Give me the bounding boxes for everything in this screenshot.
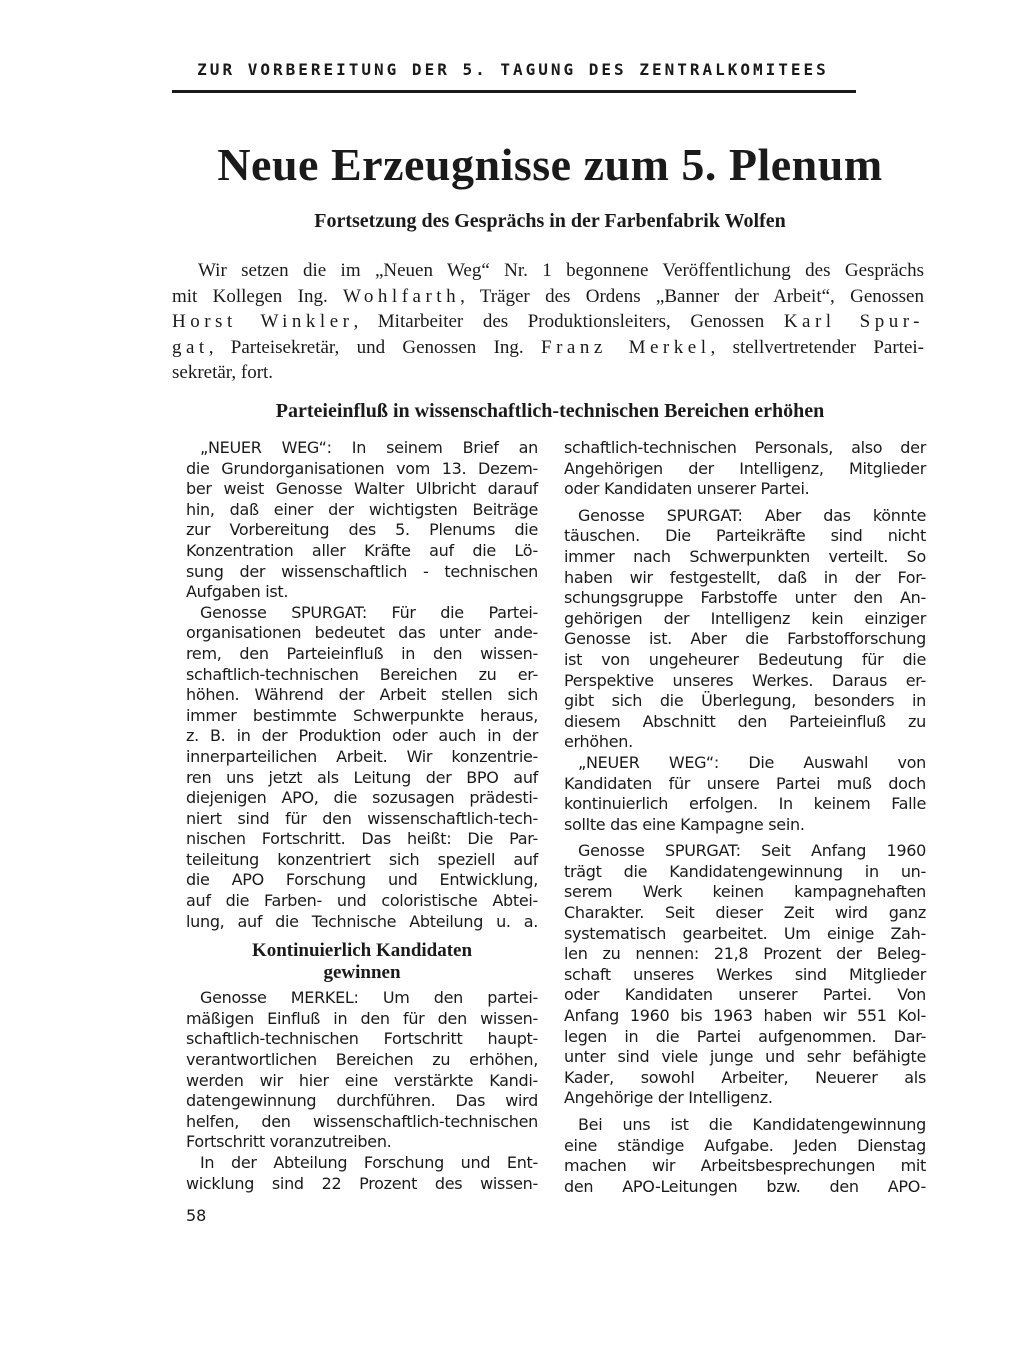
intro-text: , stellvertretender Partei- <box>710 336 924 358</box>
text-line: diejenigen APO, die sozusagen prädesti- <box>186 788 538 808</box>
text-line: unter sind viele junge und sehr befähigte <box>564 1047 926 1067</box>
text-line: oder Kandidaten unserer Partei. <box>564 479 810 499</box>
text-line: werden wir hier eine verstärkte Kandi- <box>186 1070 538 1090</box>
text-line: Konzentration aller Kräfte auf die Lö- <box>186 540 538 560</box>
text-line: höhen. Während der Arbeit stellen sich <box>186 685 538 705</box>
text-line: wicklung sind 22 Prozent des wissen- <box>186 1173 538 1193</box>
text-line: trägt die Kandidatengewinnung in un- <box>564 861 926 881</box>
text-line: oder Kandidaten unserer Partei. Von <box>564 985 926 1005</box>
article-subtitle: Fortsetzung des Gesprächs in der Farbenfabrik Wolfen <box>314 210 786 232</box>
text-line: immer bestimmte Schwerpunkte heraus, <box>186 705 538 725</box>
text-line: verantwortlichen Bereichen zu erhöhen, <box>186 1050 538 1070</box>
person-name: Karl Spur- <box>783 311 924 332</box>
person-name: Horst Winkler <box>172 311 354 332</box>
text-line: Kader, sowohl Arbeiter, Neuerer als <box>564 1067 926 1087</box>
intro-line <box>172 284 924 310</box>
text-line: zur Vorbereitung des 5. Plenums die <box>186 520 538 540</box>
text-line: Genosse ist. Aber die Farbstofforschung <box>564 629 926 649</box>
text-line: len zu nennen: 21,8 Prozent der Beleg- <box>564 944 926 964</box>
text-line: Genosse MERKEL: Um den partei- <box>200 988 538 1008</box>
text-line: Genosse SPURGAT: Für die Partei- <box>200 602 538 622</box>
intro-line <box>172 309 924 335</box>
text-line: In der Abteilung Forschung und Ent- <box>200 1153 538 1172</box>
article-title: Neue Erzeugnisse zum 5. Plenum <box>217 139 883 190</box>
text-line: sung der wissenschaftlich - technischen <box>186 561 538 581</box>
text-line: serem Werk keinen kampagnehaften <box>564 882 926 902</box>
person-name: Franz Merkel <box>541 336 711 358</box>
text-line: schungsgruppe Farbstoffe unter den An- <box>564 588 926 608</box>
text-line: hin, daß einer der wichtigsten Beiträge <box>186 499 538 519</box>
running-head: ZUR VORBEREITUNG DER 5. TAGUNG DES ZENTRALKOMITEES <box>197 60 829 79</box>
text-line: die APO Forschung und Entwicklung, <box>186 870 538 890</box>
column-subheading: Kontinuierlich Kandidaten <box>251 940 473 962</box>
text-line: mäßigen Einfluß in den für den wissen- <box>186 1008 538 1028</box>
text-line: machen wir Arbeitsbesprechungen mit <box>564 1156 926 1176</box>
right-column <box>564 438 926 1197</box>
text-line: Angehörige der Intelligenz. <box>564 1088 773 1108</box>
intro-text: , Parteisekretär, und Genossen Ing. <box>208 336 542 358</box>
text-line: helfen, den wissenschaftlich-technischen <box>186 1111 538 1131</box>
text-line: nischen Fortschritt. Das heißt: Die Par- <box>186 829 538 849</box>
text-line: Bei uns ist die Kandidatengewinnung <box>578 1115 926 1134</box>
text-line: Perspektive unseres Werkes. Daraus er- <box>564 670 926 690</box>
text-line: innerparteilichen Arbeit. Wir konzentrie- <box>186 746 538 766</box>
text-line: teileitung konzentriert sich speziell auf <box>186 849 538 869</box>
text-line: Angehörigen der Intelligenz, Mitglieder <box>564 458 926 478</box>
text-line: auf die Farben- und coloristische Abtei- <box>186 891 538 911</box>
page-number: 58 <box>186 1206 207 1225</box>
text-line: systematisch gearbeitet. Um einige Zah- <box>564 923 926 943</box>
text-line: immer nach Schwerpunkten verteilt. So <box>564 546 926 566</box>
text-line: ist von ungeheurer Bedeutung für die <box>564 649 926 669</box>
section-heading: Parteieinfluß in wissenschaftlich-technischen Bereichen erhöhen <box>275 400 825 422</box>
text-line: lung, auf die Technische Abteilung u. a. <box>186 911 538 931</box>
text-line: ber weist Genosse Walter Ulbricht darauf <box>186 479 538 499</box>
intro-paragraph <box>172 258 924 386</box>
text-line: täuschen. Die Parteikräfte sind nicht <box>564 526 926 546</box>
text-line: Kandidaten für unsere Partei muß doch <box>564 773 926 793</box>
intro-line: sekretär, fort. <box>172 362 274 383</box>
text-line: ren uns jetzt als Leitung der BPO auf <box>186 767 538 787</box>
intro-line: Wir setzen die im „Neuen Weg“ Nr. 1 begonnene Veröffentlichung des Gesprächs <box>198 260 924 281</box>
text-line: Fortschritt voranzutreiben. <box>186 1132 392 1152</box>
text-line: Genosse SPURGAT: Aber das könnte <box>578 505 926 525</box>
text-line: den APO-Leitungen bzw. den APO- <box>564 1176 926 1196</box>
text-line: Charakter. Seit dieser Zeit wird ganz <box>564 903 926 923</box>
left-column <box>186 438 538 1194</box>
intro-text: , Mitarbeiter des Produktionsleiters, Genossen <box>353 311 784 332</box>
text-line: Aufgaben ist. <box>186 582 289 602</box>
text-line: eine ständige Aufgabe. Jeden Dienstag <box>564 1135 926 1155</box>
column-subheading: gewinnen <box>323 962 401 984</box>
text-line: haben wir festgestellt, daß in der For- <box>564 567 926 587</box>
text-line: schaft unseres Werkes sind Mitglieder <box>564 964 926 984</box>
text-line: organisationen bedeutet das unter ande- <box>186 623 538 643</box>
text-line: Anfang 1960 bis 1963 haben wir 551 Kol- <box>564 1006 926 1026</box>
text-line: „NEUER WEG“: Die Auswahl von <box>578 752 926 772</box>
text-line: schaftlich-technischen Bereichen zu er- <box>186 664 538 684</box>
text-line: schaftlich-technischen Personals, also der <box>564 438 926 457</box>
person-name: Wohlfarth <box>343 285 461 307</box>
text-line: schaftlich-technischen Fortschritt haupt- <box>186 1029 538 1049</box>
intro-text: mit Kollegen Ing. <box>172 285 344 307</box>
person-name: gat <box>172 336 209 358</box>
text-line: gehörigen der Intelligenz kein einziger <box>564 608 926 628</box>
intro-text: , Träger des Ordens „Banner der Arbeit“, Genossen <box>460 285 924 307</box>
text-line: die Grundorganisationen vom 13. Dezem- <box>186 458 538 478</box>
text-line: niert sind für den wissenschaftlich-tech- <box>186 808 538 828</box>
text-line: sollte das eine Kampagne sein. <box>564 814 805 834</box>
text-line: legen in die Partei aufgenommen. Dar- <box>564 1026 926 1046</box>
intro-line <box>172 335 924 361</box>
text-line: gibt sich die Überlegung, besonders in <box>564 691 926 711</box>
text-line: erhöhen. <box>564 732 633 752</box>
text-line: „NEUER WEG“: In seinem Brief an <box>200 438 538 457</box>
running-head-rule <box>172 90 856 93</box>
text-line: kontinuierlich erfolgen. In keinem Falle <box>564 794 926 814</box>
text-line: datengewinnung durchführen. Das wird <box>186 1091 538 1111</box>
text-line: rem, den Parteieinfluß in den wissen- <box>186 643 538 663</box>
text-line: Genosse SPURGAT: Seit Anfang 1960 <box>578 841 926 861</box>
text-line: diesem Abschnitt den Parteieinfluß zu <box>564 711 926 731</box>
text-line: z. B. in der Produktion oder auch in der <box>186 726 538 746</box>
